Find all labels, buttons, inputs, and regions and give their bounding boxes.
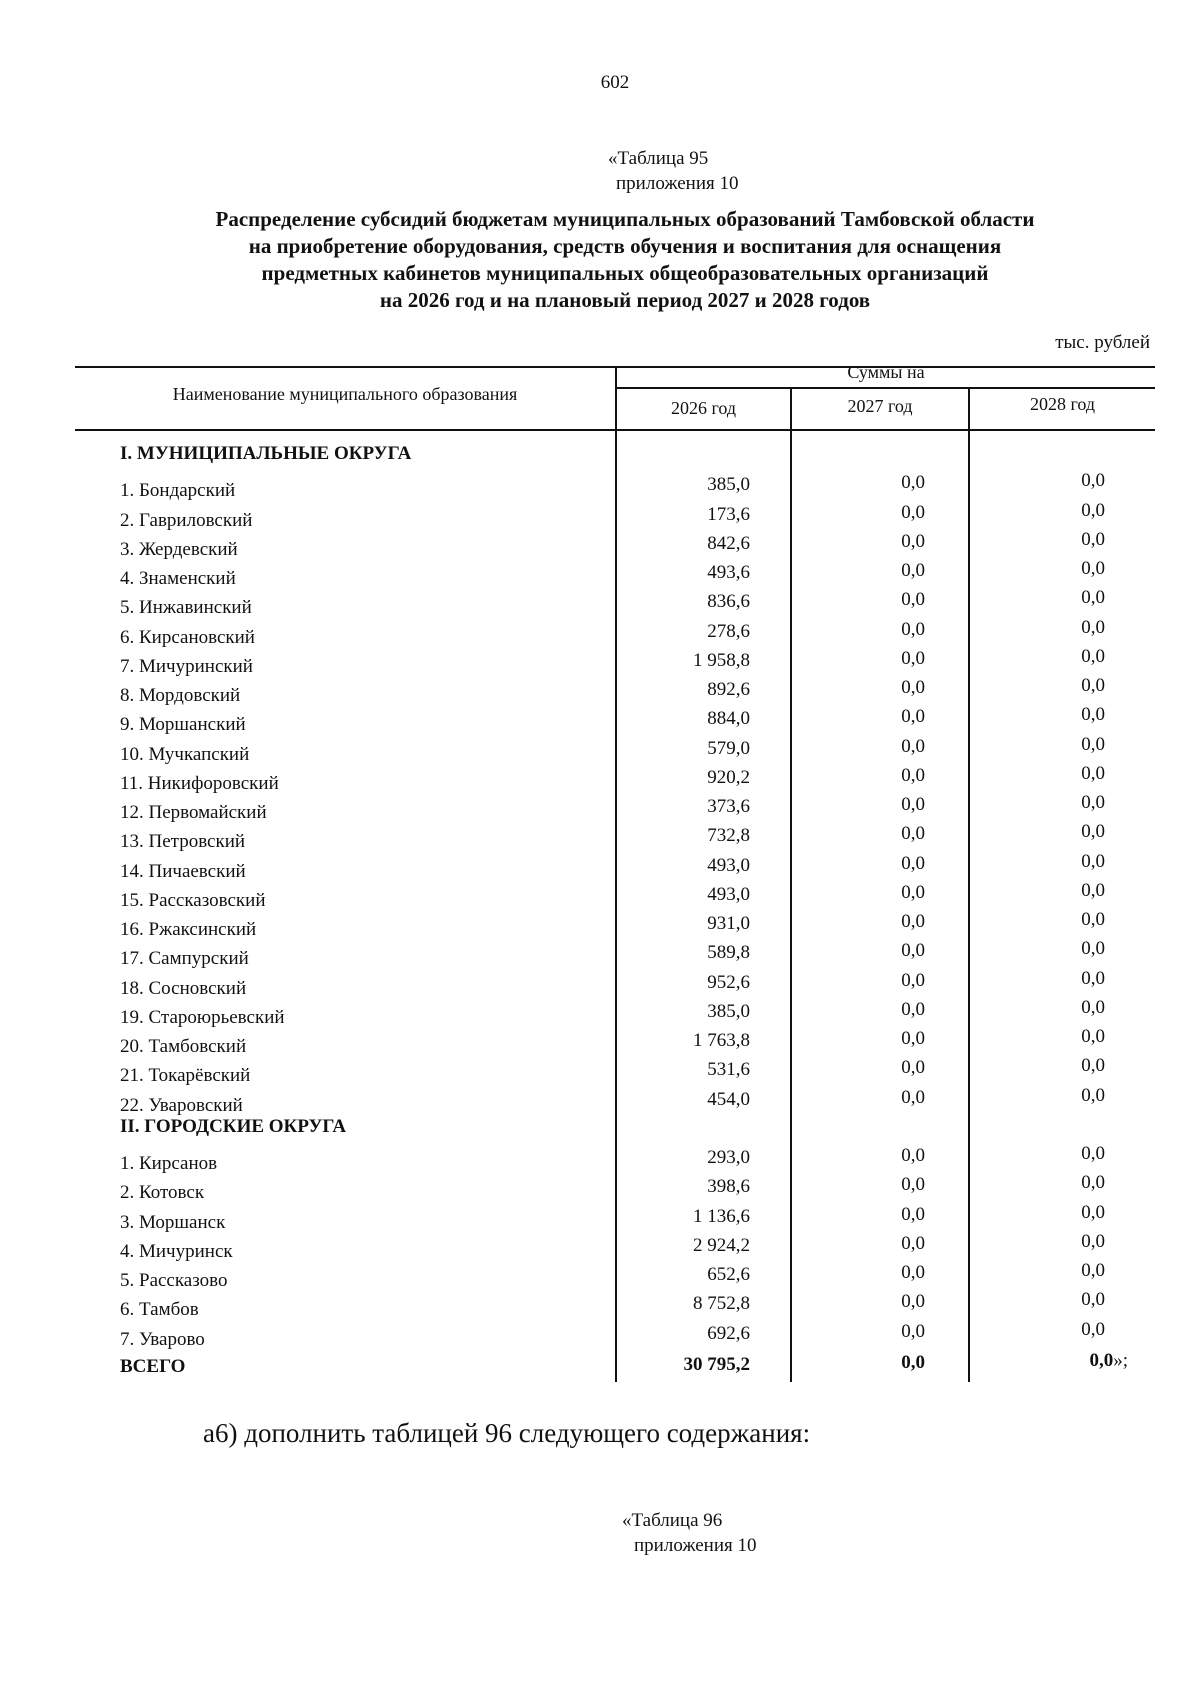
table-row [0,1230,1200,1262]
municipality-name: 19. Староюрьевский [120,1006,285,1028]
municipality-name: 7. Мичуринский [120,655,253,677]
value-2026: 1 136,6 [693,1205,750,1227]
table-row [0,706,1200,735]
units-label: тыс. рублей [1055,332,1150,353]
value-2028: 0,0 [1081,1143,1105,1164]
value-2026: 398,6 [707,1176,750,1198]
table-row [0,940,1200,969]
value-2026: 952,6 [707,971,750,993]
table-row [0,677,1200,706]
value-2028: 0,0 [1081,1172,1105,1194]
value-2028: 0,0 [1081,499,1105,521]
title-line4: на 2026 год и на плановый период 2027 и 2028 годов [379,288,871,312]
header-2027: 2027 год [847,396,913,416]
value-2027: 0,0 [901,735,925,757]
value-2026: 8 752,8 [693,1293,750,1315]
value-2026: 732,8 [707,825,750,847]
value-2026: 589,8 [707,942,750,964]
table-row [0,1174,1200,1203]
value-2027: 0,0 [901,677,925,698]
table-row [0,528,1200,560]
value-2028: 0,0 [1081,1318,1105,1340]
municipality-name: 18. Сосновский [120,977,247,999]
page-number: 602 [600,72,630,93]
value-2028: 0,0 [1081,470,1105,492]
value-2026: 531,6 [707,1059,750,1081]
total-2027: 0,0 [901,1352,925,1373]
table-row [0,1145,1200,1174]
header-2028: 2028 год [1029,394,1096,414]
total-2028 [1089,1350,1128,1372]
value-2028: 0,0 [1081,938,1105,960]
document-title [100,206,1150,314]
value-2028: 0,0 [1081,587,1105,609]
table-row [0,1291,1200,1320]
total-2028-value: 0,0 [1089,1350,1114,1371]
value-2026: 385,0 [707,1000,750,1022]
municipality-name: 1. Бондарский [120,480,236,502]
value-2026: 454,0 [707,1088,750,1110]
total-label: ВСЕГО [120,1356,186,1377]
value-2027: 0,0 [901,1174,925,1196]
value-2027: 0,0 [901,794,925,815]
value-2027: 0,0 [901,1057,925,1079]
value-2027: 0,0 [901,706,925,728]
value-2028: 0,0 [1081,704,1105,726]
title-line3: предметных кабинетов муниципальных общеобразовательных организаций [261,261,989,285]
value-2027: 0,0 [901,1203,925,1225]
value-2026: 931,0 [707,913,750,934]
table-row [0,823,1200,852]
value-2028: 0,0 [1081,1260,1105,1281]
value-2026: 493,0 [707,883,750,905]
value-2027: 0,0 [901,1145,925,1166]
value-2027: 0,0 [901,969,925,991]
table-row [0,1318,1200,1350]
table96-caption-line2: приложения 10 [634,1535,757,1556]
municipality-name: 6. Кирсановский [120,626,255,648]
municipality-name: 11. Никифоровский [120,772,279,794]
value-2028: 0,0 [1081,558,1105,579]
value-2026: 2 924,2 [693,1234,750,1256]
value-2028: 0,0 [1081,1230,1105,1252]
table-row [0,911,1200,940]
value-2026: 173,6 [707,503,750,525]
value-2028: 0,0 [1081,1084,1105,1106]
value-2027: 0,0 [901,530,925,552]
value-2026: 1 763,8 [693,1030,750,1051]
value-2028: 0,0 [1081,879,1105,901]
title-line2: на приобретение оборудования, средств обучения и воспитания для оснащения [248,234,1002,258]
value-2027: 0,0 [901,1232,925,1254]
municipality-name: 9. Моршанский [120,714,246,736]
value-2027: 0,0 [901,472,925,494]
table-row [0,1084,1200,1116]
municipality-name: 7. Уварово [120,1328,205,1350]
table-row [0,794,1200,823]
value-2027: 0,0 [901,764,925,786]
header-name-col: Наименование муниципального образования [172,384,518,404]
value-2026: 884,0 [707,708,750,730]
value-2027: 0,0 [901,881,925,903]
table-row [0,1201,1200,1233]
municipality-name: 15. Рассказовский [120,889,266,911]
value-2027: 0,0 [901,998,925,1020]
municipality-name: 2. Котовск [120,1182,205,1204]
value-2027: 0,0 [901,823,925,845]
table-row [0,472,1200,501]
municipality-name: 3. Моршанск [120,1211,226,1233]
value-2028: 0,0 [1081,1289,1105,1311]
table-row [0,1057,1200,1086]
value-2026: 373,6 [707,796,750,817]
value-2028: 0,0 [1081,1055,1105,1077]
sums-rule [617,387,1155,389]
value-2026: 652,6 [707,1264,750,1285]
value-2026: 385,0 [707,474,750,496]
table95-caption-line1: «Таблица 95 [608,148,709,169]
amendment-text: а6) дополнить таблицей 96 следующего содержания: [203,1418,811,1448]
value-2027: 0,0 [901,1320,925,1342]
table-row [0,967,1200,999]
value-2028: 0,0 [1081,733,1105,755]
value-2028: 0,0 [1081,792,1105,813]
value-2028: 0,0 [1081,675,1105,696]
value-2027: 0,0 [901,501,925,523]
value-2026: 842,6 [707,532,750,554]
value-2027: 0,0 [901,911,925,932]
municipality-name: 3. Жердевский [120,538,238,560]
table-row [0,1028,1200,1057]
value-2027: 0,0 [901,618,925,640]
municipality-name: 16. Ржаксинский [120,919,257,940]
municipality-name: 5. Рассказово [120,1270,228,1291]
value-2028: 0,0 [1081,996,1105,1018]
municipality-name: 14. Пичаевский [120,860,246,882]
total-2026: 30 795,2 [683,1354,750,1375]
total-row [0,1352,1200,1381]
municipality-name: 20. Тамбовский [120,1036,247,1057]
value-2028: 0,0 [1081,645,1105,667]
table96-caption [622,1508,756,1558]
value-2026: 493,6 [707,562,750,583]
municipality-name: 2. Гавриловский [120,509,253,531]
title-line1: Распределение субсидий бюджетам муниципальных образований Тамбовской области [215,207,1035,231]
municipality-name: I. МУНИЦИПАЛЬНЫЕ ОКРУГА [120,443,412,464]
table-row [0,879,1200,911]
value-2026: 278,6 [707,620,750,642]
value-2026: 692,6 [707,1322,750,1344]
municipality-name: 1. Кирсанов [120,1153,218,1174]
value-2028: 0,0 [1081,909,1105,930]
municipality-name: 4. Знаменский [120,568,236,589]
municipality-name: 21. Токарёвский [120,1065,251,1087]
table95-caption [608,146,738,196]
municipality-name: 17. Сампурский [120,948,249,970]
value-2028: 0,0 [1081,850,1105,872]
header-2026: 2026 год [670,398,737,418]
value-2028: 0,0 [1081,762,1105,784]
value-2026: 836,6 [707,591,750,613]
value-2027: 0,0 [901,940,925,962]
table95-caption-line2: приложения 10 [616,173,739,194]
section-heading-row [0,443,1200,472]
value-2026: 1 958,8 [693,649,750,671]
table-row [0,762,1200,794]
table-row [0,1262,1200,1291]
value-2027: 0,0 [901,1086,925,1108]
value-2027: 0,0 [901,647,925,669]
section-heading-row [0,1116,1200,1145]
municipality-name: 8. Мордовский [120,685,241,706]
value-2027: 0,0 [901,852,925,874]
municipality-name: 6. Тамбов [120,1299,199,1321]
table-row [0,850,1200,882]
table-row [0,996,1200,1028]
table-row [0,560,1200,589]
total-suffix: »; [1113,1350,1128,1371]
value-2028: 0,0 [1081,967,1105,989]
value-2027: 0,0 [901,589,925,611]
municipality-name: 10. Мучкапский [120,743,250,765]
table-row [0,589,1200,618]
table-row [0,499,1200,531]
value-2026: 579,0 [707,737,750,759]
header-sums-on: Суммы на [847,362,925,382]
value-2028: 0,0 [1081,1026,1105,1047]
value-2026: 493,0 [707,854,750,876]
municipality-name: II. ГОРОДСКИЕ ОКРУГА [120,1115,347,1137]
value-2027: 0,0 [901,1262,925,1283]
value-2028: 0,0 [1081,616,1105,638]
municipality-name: 4. Мичуринск [120,1240,233,1262]
municipality-name: 12. Первомайский [120,802,267,823]
table96-caption-line1: «Таблица 96 [622,1510,723,1531]
value-2028: 0,0 [1081,821,1105,843]
value-2027: 0,0 [901,1291,925,1313]
municipality-name: 5. Инжавинский [120,597,252,619]
table-row [0,645,1200,677]
table-row [0,616,1200,648]
value-2026: 892,6 [707,679,750,700]
value-2027: 0,0 [901,560,925,581]
value-2027: 0,0 [901,1028,925,1049]
value-2028: 0,0 [1081,528,1105,550]
municipality-name: 22. Уваровский [120,1094,243,1116]
table-row [0,733,1200,765]
value-2026: 293,0 [707,1147,750,1168]
value-2026: 920,2 [707,766,750,788]
municipality-name: 13. Петровский [120,831,246,853]
value-2028: 0,0 [1081,1201,1105,1223]
